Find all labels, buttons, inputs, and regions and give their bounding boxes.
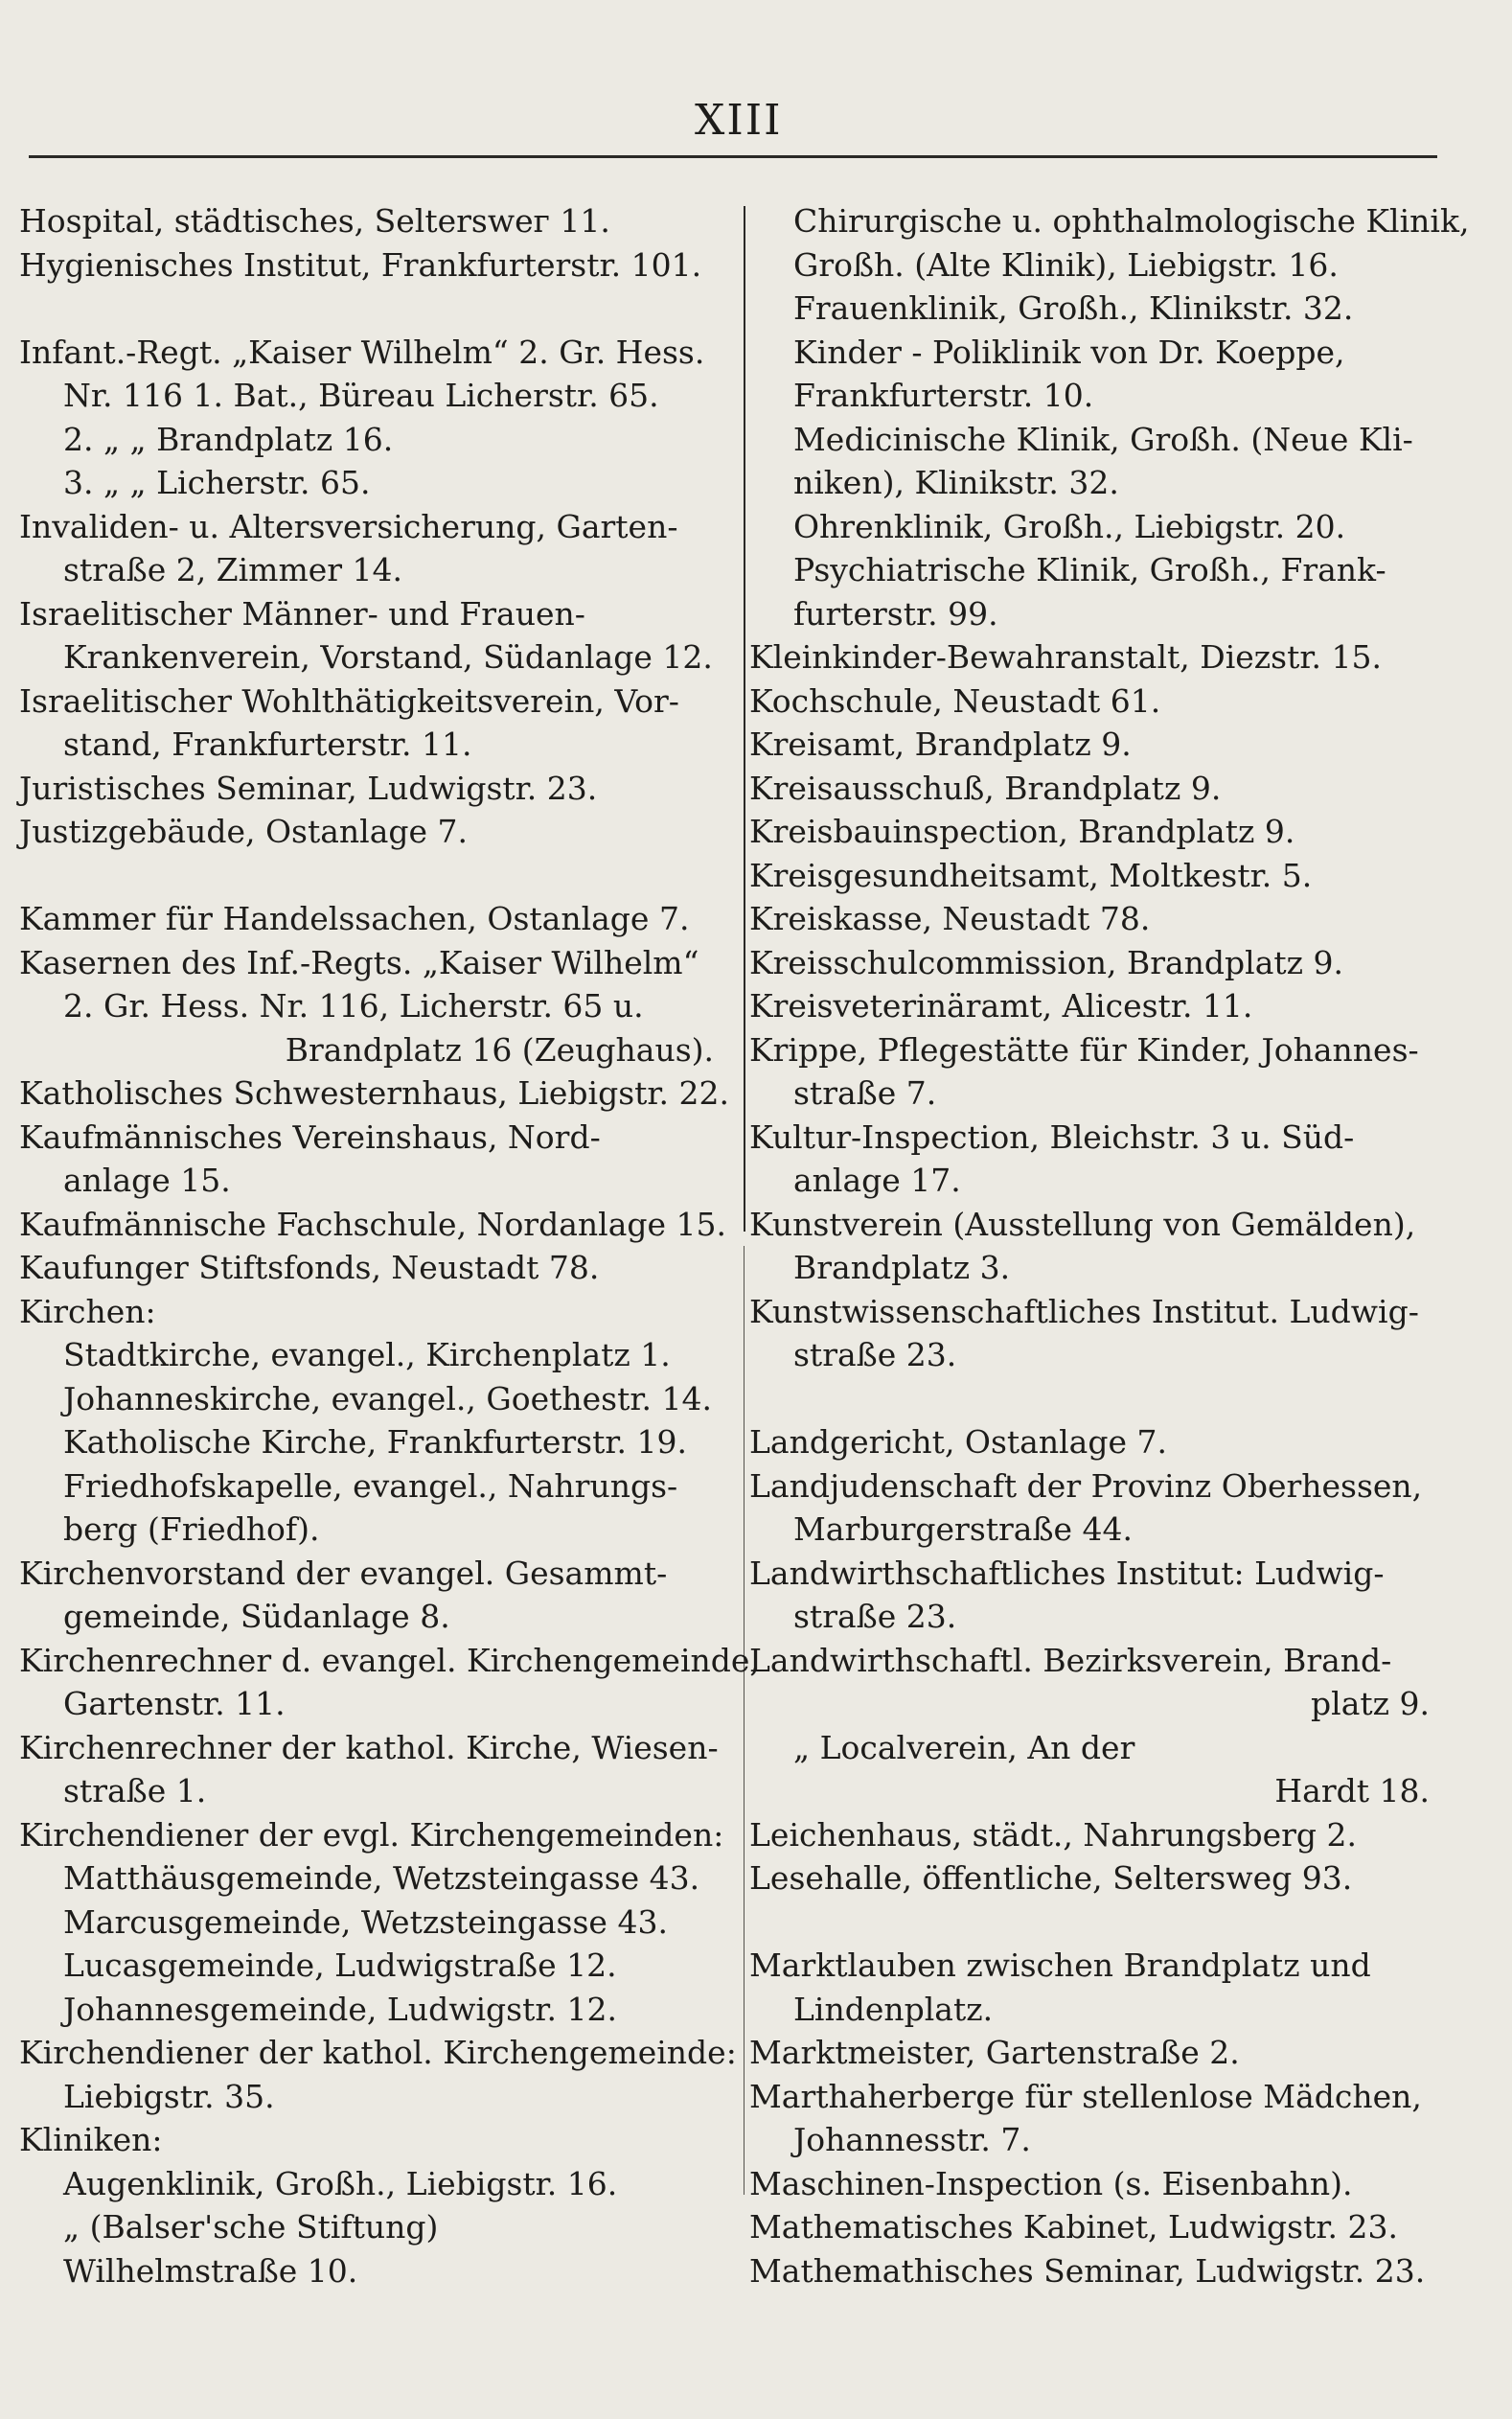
directory-entry-line: Wilhelmstraße 10. (63, 2251, 358, 2290)
directory-entry-line: Kreisschulcommission, Brandplatz 9. (749, 943, 1343, 981)
directory-entry-line: Leichenhaus, städt., Nahrungsberg 2. (749, 1815, 1358, 1854)
directory-entry-line: Brandplatz 3. (793, 1249, 1011, 1286)
page-number: XIII (695, 96, 783, 145)
directory-entry-line: Kreisveterinäramt, Alicestr. 11. (749, 987, 1253, 1025)
directory-entry-line: straße 23. (793, 1336, 957, 1373)
directory-entry-line: Augenklinik, Großh., Liebigstr. 16. (63, 2164, 618, 2202)
directory-entry-line: Kreisgesundheitsamt, Moltkestr. 5. (749, 856, 1313, 894)
directory-entry-line: „ (Balser'sche Stiftung) (63, 2208, 439, 2246)
directory-entry-line: Matthäusgemeinde, Wetzsteingasse 43. (63, 1859, 700, 1897)
directory-entry-line: 2. Gr. Hess. Nr. 116, Licherstr. 65 u. (63, 987, 644, 1025)
directory-entry-line: Landwirthschaftliches Institut: Ludwig- (749, 1554, 1385, 1592)
directory-entry-line: Kirchenvorstand der evangel. Gesammt- (19, 1554, 668, 1592)
directory-entry-line: Marktlauben zwischen Brandplatz und (749, 1947, 1371, 1984)
directory-entry-line: Marktmeister, Gartenstraße 2. (749, 2034, 1240, 2071)
directory-entry-line: Kirchen: (19, 1292, 156, 1330)
directory-entry-line: straße 1. (63, 1772, 207, 1809)
directory-entry-line: Kreiskasse, Neustadt 78. (749, 900, 1151, 937)
column-divider (744, 206, 745, 1232)
directory-entry-line: gemeinde, Südanlage 8. (63, 1598, 450, 1635)
directory-entry-line: Kreisamt, Brandplatz 9. (749, 726, 1132, 763)
directory-entry-line: straße 23. (793, 1598, 957, 1635)
directory-entry-line: Friedhofskapelle, evangel., Nahrungs- (63, 1466, 678, 1505)
directory-entry-line: Brandplatz 16 (Zeughaus). (285, 1030, 714, 1069)
left-column (19, 199, 760, 2292)
directory-entry-line: Maschinen-Inspection (s. Eisenbahn). (749, 2164, 1353, 2202)
directory-entry-line: „ Localverein, An der (793, 1728, 1135, 1766)
entry-gap (749, 1377, 1439, 1421)
directory-entry-line: Kleinkinder-Bewahranstalt, Diezstr. 15. (749, 638, 1382, 676)
directory-entry-line: Krippe, Pflegestätte für Kinder, Johannes- (749, 1030, 1419, 1069)
directory-entry-line: Kaufmännische Fachschule, Nordanlage 15. (19, 1205, 726, 1243)
header-rule (29, 155, 1437, 158)
directory-entry-line: Chirurgische u. ophthalmologische Klinik, (793, 202, 1470, 240)
directory-entry-line: Landjudenschaft der Provinz Oberhessen, (749, 1466, 1423, 1505)
directory-entry-line: Marcusgemeinde, Wetzsteingasse 43. (63, 1902, 668, 1941)
directory-entry-line: Kliniken: (19, 2121, 163, 2158)
directory-entry-line: Johannesgemeinde, Ludwigstr. 12. (63, 1990, 617, 2028)
directory-entry-line: furterstr. 99. (793, 594, 998, 633)
directory-entry-line: anlage 15. (63, 1162, 231, 1199)
right-column (749, 199, 1470, 2292)
directory-entry-line: Kasernen des Inf.-Regts. „Kaiser Wilhelm“ (19, 943, 699, 981)
directory-entry-line: Kaufunger Stiftsfonds, Neustadt 78. (19, 1249, 600, 1286)
directory-entry-line: straße 2, Zimmer 14. (63, 551, 403, 588)
directory-entry-line: Kirchendiener der kathol. Kirchengemeinde: (19, 2034, 737, 2071)
directory-entry-line: Krankenverein, Vorstand, Südanlage 12. (63, 638, 713, 676)
directory-entry-line: Frauenklinik, Großh., Klinikstr. 32. (793, 289, 1354, 327)
directory-entry-line: Landwirthschaftl. Bezirksverein, Brand- (749, 1641, 1392, 1679)
directory-entry-line: Lesehalle, öffentliche, Selterswеg 93. (749, 1859, 1353, 1897)
directory-entry-line: Hardt 18. (1274, 1772, 1430, 1809)
directory-entry-line: Nr. 116 1. Bat., Büreau Licherstr. 65. (63, 377, 659, 414)
directory-entry-line: Kochschule, Neustadt 61. (749, 681, 1161, 720)
directory-entry-line: Kirchenrechner der kathol. Kirche, Wiesen- (19, 1728, 719, 1766)
directory-entry-line: Marthaherberge für stellenlose Mädchen, (749, 2077, 1422, 2115)
directory-entry-line: Stadtkirche, evangel., Kirchenplatz 1. (63, 1336, 671, 1373)
entry-gap (19, 287, 723, 331)
directory-entry-line: Mathemathisches Seminar, Ludwigstr. 23. (749, 2251, 1426, 2290)
directory-entry-line: Kreisausschuß, Brandplatz 9. (749, 769, 1222, 807)
directory-entry-line: Medicinische Klinik, Großh. (Neue Kli- (793, 420, 1413, 458)
directory-entry-line: Kreisbauinspection, Brandplatz 9. (749, 813, 1295, 850)
directory-entry-line: Kaufmännisches Vereinshaus, Nord- (19, 1117, 601, 1156)
directory-entry-line: Kinder - Poliklinik von Dr. Koeppe, (793, 333, 1345, 371)
directory-entry-line: Gartenstr. 11. (63, 1685, 286, 1722)
directory-entry-line: Lindenplatz. (793, 1990, 994, 2028)
directory-entry-line: Mathematisches Kabinet, Ludwigstr. 23. (749, 2208, 1398, 2246)
entry-gap (749, 1901, 1439, 1945)
directory-entry-line: 3. „ „ Licherstr. 65. (63, 464, 371, 501)
directory-entry-line: Landgericht, Ostanlage 7. (749, 1423, 1167, 1461)
directory-entry-line: Hospital, städtisches, Selterswег 11. (19, 202, 610, 240)
directory-entry-line: straße 7. (793, 1074, 937, 1112)
directory-entry-line: 2. „ „ Brandplatz 16. (63, 420, 394, 458)
directory-entry-line: Kultur-Inspection, Bleichstr. 3 u. Süd- (749, 1117, 1355, 1156)
directory-entry-line: Juristisches Seminar, Ludwigstr. 23. (19, 769, 598, 807)
directory-entry-line: Kammer für Handelssachen, Ostanlage 7. (19, 900, 690, 937)
directory-entry-line: Israelitischer Männer- und Frauen- (19, 594, 585, 633)
directory-entry-line: Frankfurterstr. 10. (793, 377, 1094, 414)
directory-entry-line: Katholische Kirche, Frankfurterstr. 19. (63, 1423, 687, 1461)
directory-entry-line: Marburgerstraße 44. (793, 1510, 1134, 1548)
directory-entry-line: Israelitischer Wohlthätigkeitsverein, Vor- (19, 681, 679, 720)
directory-entry-line: Johanneskirche, evangel., Goethestr. 14. (63, 1379, 712, 1417)
directory-entry-line: Kunstverein (Ausstellung von Gemälden), (749, 1205, 1416, 1243)
directory-entry-line: Großh. (Alte Klinik), Liebigstr. 16. (793, 245, 1339, 284)
directory-entry-line: Kirchenrechner d. evangel. Kirchengemeinde, (19, 1641, 760, 1679)
directory-entry-line: Johannesstr. 7. (793, 2121, 1031, 2158)
directory-entry-line: Ohrenklinik, Großh., Liebigstr. 20. (793, 507, 1346, 545)
directory-entry-line: niken), Klinikstr. 32. (793, 464, 1119, 501)
directory-entry-line: Psychiatrische Klinik, Großh., Frank- (793, 551, 1386, 588)
directory-entry-line: Infant.-Regt. „Kaiser Wilhelm“ 2. Gr. Hess. (19, 333, 705, 371)
directory-entry-line: Kirchendiener der evgl. Kirchengemeinden: (19, 1815, 724, 1854)
directory-entry-line: Hygienisches Institut, Frankfurterstr. 101. (19, 245, 702, 284)
directory-entry-line: Invaliden- u. Altersversicherung, Garten- (19, 507, 678, 545)
column-divider-lower (744, 1246, 745, 2195)
directory-entry-line: Kunstwissenschaftliches Institut. Ludwig- (749, 1292, 1419, 1330)
directory-entry-line: platz 9. (1311, 1685, 1430, 1722)
directory-entry-line: anlage 17. (793, 1162, 961, 1199)
directory-entry-line: Liebigstr. 35. (63, 2077, 275, 2115)
directory-entry-line: Justizgebäude, Ostanlage 7. (19, 813, 468, 850)
directory-entry-line: Katholisches Schwesternhaus, Liebigstr. 22. (19, 1074, 730, 1112)
directory-entry-line: stand, Frankfurterstr. 11. (63, 726, 472, 763)
entry-gap (19, 854, 723, 898)
directory-entry-line: berg (Friedhof). (63, 1510, 320, 1548)
directory-entry-line: Lucasgemeinde, Ludwigstraße 12. (63, 1947, 617, 1984)
